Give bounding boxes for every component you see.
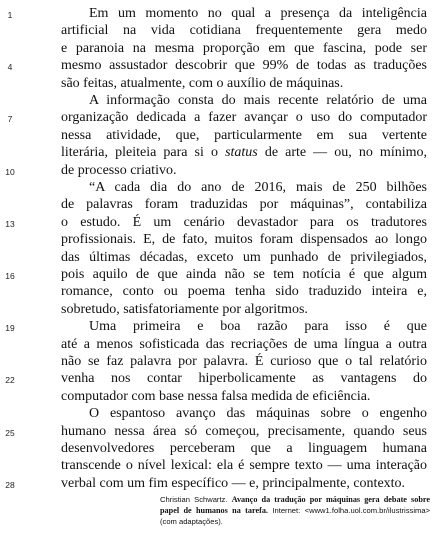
- text-line: das últimas décadas, exceto um punhado de privilegiados,: [61, 249, 427, 265]
- text-line: transcende o nível lexical: ela é sempre texto — uma interação: [61, 458, 427, 474]
- text-line: mesmo assustador descobrir que 99% de todas as traduções: [61, 58, 427, 74]
- line-number: 13: [5, 218, 15, 229]
- text-line: são feitas, atualmente, com o auxílio de máquinas.: [61, 75, 344, 91]
- line-number: 25: [5, 427, 15, 438]
- text-line: de processo criativo.: [61, 162, 177, 178]
- text-line: nessa atividade, que, particularmente em sua vertente: [61, 127, 427, 143]
- line-number: 1: [7, 10, 13, 20]
- line-number: 7: [7, 114, 13, 125]
- line-number: 28: [5, 479, 15, 490]
- line-number: 16: [5, 271, 15, 281]
- text-line: computador com base nessa falsa medida de eficiência.: [61, 388, 371, 404]
- text-line: de palavras foram traduzidas por máquinas”, contabiliza: [61, 197, 427, 213]
- source-title: Avanço da tradução por máquinas gera debate sobre papel de humanos na tarefa.: [160, 495, 430, 516]
- text-line: Em um momento no qual a presença da inteligência: [89, 6, 427, 21]
- text-line: o estudo. É um cenário devastador para os tradutores: [61, 214, 427, 230]
- line-number: 4: [7, 62, 13, 73]
- text-line: pois aquilo de que ainda não se tem notícia é que algum: [61, 267, 427, 282]
- text-line: Uma primeira e boa razão para isso é que: [89, 319, 427, 335]
- line-number: 22: [5, 375, 15, 386]
- line-number: 19: [5, 323, 15, 334]
- italic-word: status: [225, 145, 258, 161]
- text-line: não se faz palavra por palavra. É curioso que o tal relatório: [61, 354, 427, 369]
- line-number: 10: [5, 166, 15, 177]
- text-line: até a menos sofisticada das recriações de uma língua a outra: [61, 336, 427, 352]
- text-line: e paranoia na mesma proporção em que fascina, pode ser: [61, 40, 427, 56]
- text-line: venha nos contar hiperbolicamente as vantagens do: [61, 371, 427, 387]
- text-line: A informação consta do mais recente relatório de uma: [89, 93, 427, 108]
- text-line: profissionais. E, de fato, muitos foram dispensados ao longo: [61, 232, 427, 248]
- text-line: literária, pleiteia para si o status de arte — ou, no mínimo,: [61, 145, 427, 161]
- text-line: verbal com um fim específico — e, principalmente, contexto.: [61, 475, 406, 491]
- source-citation: [160, 494, 430, 527]
- source-author: Christian Schwartz.: [160, 495, 228, 505]
- text-line: humano nessa área só começou, precisamente, quando seus: [61, 423, 427, 439]
- text-line: organização dedicada a fazer avançar o uso do computador: [61, 110, 427, 126]
- text-line: O espantoso avanço das máquinas sobre o engenho: [89, 406, 427, 422]
- text-line: artificial na vida cotidiana frequentemente gera medo: [61, 23, 427, 39]
- text-line: desenvolvedores perceberam que a linguagem humana: [61, 441, 427, 456]
- text-line: “A cada dia do ano de 2016, mais de 250 bilhões: [89, 180, 427, 195]
- text-line: romance, conto ou poema tenha sido traduzido inteira e,: [61, 284, 427, 300]
- text-line: sobretudo, satisfatoriamente por algoritmos.: [61, 301, 308, 317]
- source-reference: Internet: <www1.folha.uol.com.br/ilustrissima> (com adaptações).: [160, 506, 430, 527]
